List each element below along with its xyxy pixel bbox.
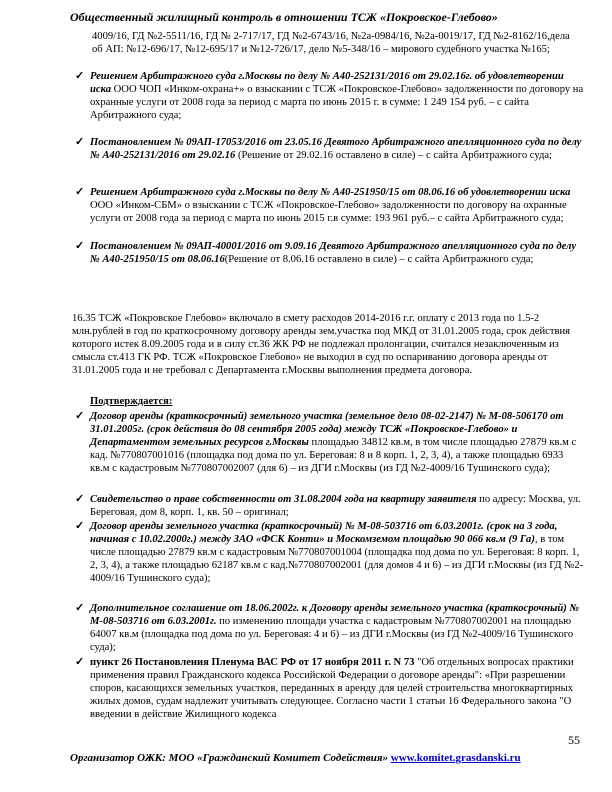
item-bold-text: Договор аренды земельного участка (краткосрочный) № М-08-503716 от 6.03.2001г. (срок на 3 года, начиная с 10.02.2000г.) между ЗАО «ФСК Конти» и Москомземом площадью 90 066 кв.м (9 Га) (90, 521, 558, 546)
list-item (72, 493, 584, 519)
item-text: (Решение от 29.02.16 оставлено в силе) – с сайта Арбитражного суда; (235, 150, 552, 162)
item-bold-text: Постановлением № 09АП-40001/2016 от 9.09.16 Девятого Арбитражного апелляционного суда по делу № А40-251950/15 от 08.06.16 (90, 241, 577, 266)
checkmark-icon: ✓ (75, 186, 85, 198)
list-item (72, 136, 584, 162)
checkmark-icon: ✓ (75, 493, 85, 505)
checkmark-icon: ✓ (75, 410, 85, 422)
paragraph-text: 16.35 ТСЖ «Покровское Глебово» включало в смету расходов 2014-2016 г.г. оплату с 2013 года по 1.5-2 млн.рублей в год по краткосрочному договору аренды зем.участка под МКД от 31.01.2005 года, срок действия которого истек 8.09.2005 года и в силу ст.36 ЖК РФ не подлежал пролонгации, считался незаключенным из смысла ст.413 ГК РФ. ТСЖ «Покровское Глебово» не выходил в суд по оспариванию договора аренды от 31.01.2005 года и не требовал с Департамента г.Москвы выполнения предмета договора. (72, 313, 571, 377)
item-bold-text: Постановлением № 09АП-17053/2016 от 23.05.16 Девятого Арбитражного апелляционного суда по делу № А40-252131/2016 от 29.02.16 (90, 137, 582, 162)
list-item (72, 656, 584, 721)
item-bold-text: Свидетельство о праве собственности от 31.08.2004 года на квартиру заявителя (90, 494, 477, 505)
checkmark-icon: ✓ (75, 656, 85, 668)
item-text: по адресу: Москва, ул. Береговая, дом 8, корп. 1, кв. 50 – оригинал; (90, 494, 581, 519)
continued-paragraph: 4009/16, ГД №2-5511/16, ГД № 2-717/17, ГД №2-6743/16, №2а-0984/16, №2а-0019/17, ГД №2-8162/16,дела об АП: №12-696/17, №12-695/17 и №12-726/17, дело №5-348/16 – мирового судебного участка №165; (92, 31, 570, 56)
list-item (72, 410, 584, 475)
list-item (72, 602, 584, 654)
footer-link[interactable]: www.komitet.grasdanski.ru (390, 752, 521, 764)
list-item (72, 520, 584, 585)
paragraph-16-35 (72, 312, 584, 377)
checkmark-icon: ✓ (75, 602, 85, 614)
checkmark-icon: ✓ (75, 70, 85, 82)
list-item (72, 240, 584, 266)
item-bold-text: Дополнительное соглашение от 18.06.2002г. к Договору аренды земельного участка (краткосрочный) № М-08-503716 от 6.03.2001г. (90, 603, 580, 628)
item-bold-text: Решением Арбитражного суда г.Москвы по делу № А40-252131/2016 от 29.02.16г. об удовлетворении иска (90, 71, 564, 96)
checkmark-icon: ✓ (75, 240, 85, 252)
item-text: по изменению площади участка с кадастровым №770807002001 на площадью 64007 кв.м (площадка под дома по ул. Береговая: 4 и 6) – из ДГИ г.Москвы (из ГД №2-4009/16 Тушинского суда); (90, 616, 574, 654)
footer-text: Организатор ОЖК: МОО «Гражданский Комитет Содействия» (70, 752, 389, 764)
item-text: , в том числе площадью 27879 кв.м с кадастровым №770807001004 (площадка под дома по ул. Береговая: 8 корп. 1, 2, 3, 4), а также площадью 62187 кв.м с кад.№770807002001 (для домов 4 и 6) – из ДГИ г.Москвы (из ГД №2-4009/16 Тушинского суда); (90, 534, 584, 585)
checkmark-icon: ✓ (75, 520, 85, 532)
list-item (72, 186, 584, 225)
list-item (72, 70, 584, 122)
item-bold-text: пункт 26 Постановления Пленума ВАС РФ от 17 ноября 2011 г. N 73 (90, 657, 415, 668)
item-bold-text: Договор аренды (краткосрочный) земельного участка (земельное дело 08-02-2147) № М-08-506170 от 31.01.2005г. (срок действия до 08 сентября 2005 года) между ТСЖ «Покровское-Глебово» и Департаментом земельных ресурсов г.Москвы (90, 411, 564, 449)
confirm-label (90, 395, 602, 408)
page-number: 55 (568, 733, 580, 747)
item-text: площадью 34812 кв.м, в том числе площадью 27879 кв.м с кад. №770807001016 (площадка под дома по ул. Береговая: 8 и 8 корп. 1, 2, 3, 4), а также площадью 6933 кв.м с кадастровым №770807002007 (для 6) – из ДГИ г.Москвы (из ГД №2-4009/16 Тушинского суда); (90, 437, 577, 475)
item-bold-text: Решением Арбитражного суда г.Москвы по делу № А40-251950/15 от 08.06.16 об удовлетворении иска (90, 187, 571, 198)
page-footer (70, 752, 521, 764)
page-header: Общественный жилищный контроль в отношении ТСЖ «Покровское-Глебово» (70, 10, 498, 24)
checkmark-icon: ✓ (75, 136, 85, 148)
item-text: (Решение от 8.06.16 оставлено в силе) – с сайта Арбитражного суда; (224, 254, 534, 266)
item-text: ООО «Инком-СБМ» о взыскании с ТСЖ «Покровское-Глебово» задолженности по договору на охранные услуги от 2008 года за период с марта по июнь 2015 г.в сумме: 193 961 руб.– с сайта Арбитражного суда; (90, 200, 567, 225)
item-text: "Об отдельных вопросах практики применения правил Гражданского кодекса Российской Федерации о договоре аренды": «При разрешении споров, касающихся земельных участков, переданных в аренду для целей строительства многоквартирных жилых домов, судам надлежит учитывать следующее. Согласно части 1 статьи 16 Федерального закона "О введении в действие Жилищного кодекса (90, 657, 574, 721)
confirm-label-text: Подтверждается: (90, 396, 173, 407)
item-text: ООО ЧОП «Инком-охрана+» о взыскании с ТСЖ «Покровское-Глебово» задолженности по договору на охранные услуги от 2008 года за период с марта по июнь 2015 г. в сумме: 1 249 154 руб. – с сайта Арбитражного суда; (90, 84, 584, 122)
